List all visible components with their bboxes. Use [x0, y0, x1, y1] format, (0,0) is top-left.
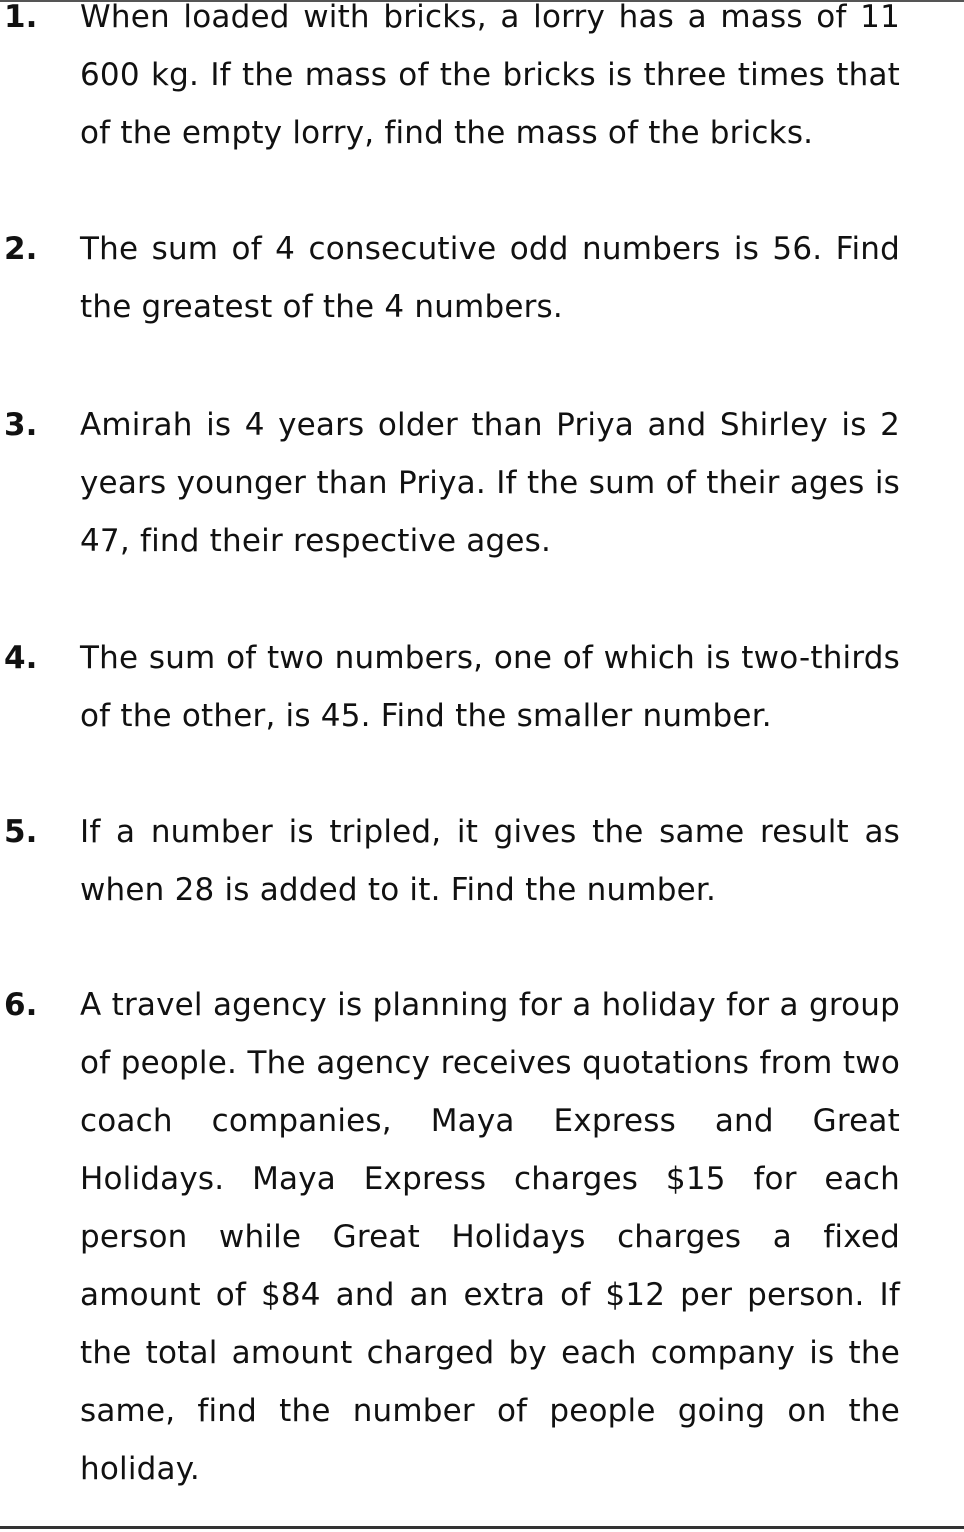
bottom-divider — [0, 1526, 964, 1529]
problem-number: 3. — [4, 407, 38, 443]
problem-number: 6. — [4, 987, 38, 1023]
problem-text: When loaded with bricks, a lorry has a mass of 11 600 kg. If the mass of the bricks is three times that of the empty lorry, find the mass of the bricks. — [80, 0, 900, 151]
problem-text: A travel agency is planning for a holiday for a group of people. The agency receives quotations from two coach companies, Maya Express and Great Holidays. Maya Express charges $15 for each person while Great Holidays charges a fixed amount of $84 and an extra of $12 per person. If the total amount charged by each company is the same, find the number of people going on the holiday. — [80, 987, 900, 1487]
problem-text: If a number is tripled, it gives the same result as when 28 is added to it. Find the number. — [80, 814, 900, 908]
problem-text: The sum of 4 consecutive odd numbers is 56. Find the greatest of the 4 numbers. — [80, 231, 900, 325]
problem-number: 4. — [4, 640, 38, 676]
problem-text: Amirah is 4 years older than Priya and Shirley is 2 years younger than Priya. If the sum of their ages is 47, find their respective ages. — [80, 407, 900, 559]
problem-number: 5. — [4, 814, 38, 850]
problem-text: The sum of two numbers, one of which is two-thirds of the other, is 45. Find the smaller number. — [80, 640, 900, 734]
problem-number: 2. — [4, 231, 38, 267]
problem-number: 1. — [4, 0, 38, 35]
